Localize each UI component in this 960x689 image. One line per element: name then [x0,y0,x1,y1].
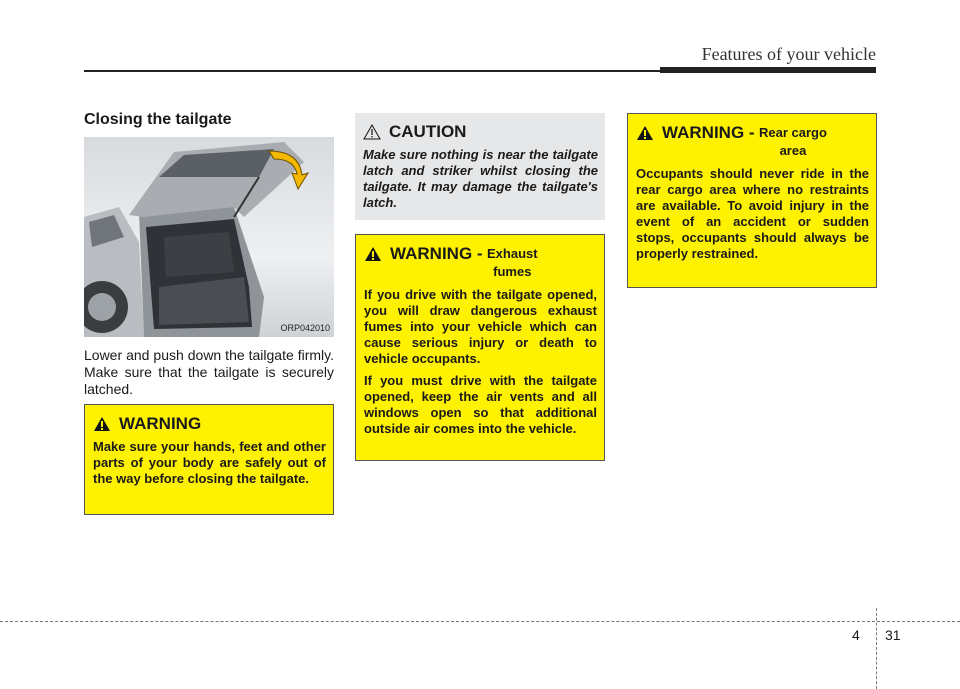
car-tailgate-illustration [84,137,334,337]
warning-exhaust-text-1: If you drive with the tailgate opened, you will draw dangerous exhaust fumes into your vehicle which can cause serious injury or death to vehicle occupants. [364,287,597,366]
warning-cargo-text: Occupants should never ride in the rear cargo area where no restraints are available. To avoid injury in the event of an accident or sudden stops, occupants should always be properly restrained. [636,166,869,261]
warning-cargo-title-text: WARNING - [662,123,755,142]
warning-box-exhaust [355,234,605,461]
warning-box-cargo [627,113,877,288]
tailgate-photo [84,137,334,337]
caution-title-text: CAUTION [389,122,467,141]
warning-title [93,415,326,433]
warning-cargo-subtitle-2: area [779,143,807,158]
footer-rule [0,621,875,622]
caution-title [363,123,598,141]
warning-text: Make sure your hands, feet and other parts of your body are safely out of the way before closing the tailgate. [93,439,326,486]
warning-title-text: WARNING [119,414,202,433]
warning-cargo-title [636,124,869,160]
warning-triangle-icon [93,416,111,432]
warning-exhaust-title [364,245,597,281]
caution-text: Make sure nothing is near the tailgate latch and striker whilst closing the tailgate. It may damage the tailgate's latch. [363,147,598,210]
warning-cargo-subtitle-1: Rear cargo [759,125,827,140]
caution-triangle-icon [363,124,381,140]
chapter-title: Features of your vehicle [701,44,876,64]
closing-instructions: Lower and push down the tailgate firmly. Make sure that the tailgate is securely latched. [84,347,334,397]
warning-triangle-icon [636,125,654,141]
warning-exhaust-title-text: WARNING - [390,244,483,263]
footer-rule-right [877,621,960,622]
warning-exhaust-text-2: If you must drive with the tailgate opened, keep the air vents and all windows open so that additional outside air comes into the vehicle. [364,373,597,436]
warning-triangle-icon [364,246,382,262]
footer-divider [876,608,877,689]
header-rule-accent [660,67,876,73]
warning-box-hands [84,404,334,515]
page-chapter-number: 4 [852,627,860,643]
photo-code: ORP042010 [280,323,330,333]
caution-box [355,113,605,220]
section-heading: Closing the tailgate [84,111,232,128]
page-number: 31 [885,627,901,643]
warning-exhaust-subtitle-2: fumes [493,264,532,279]
warning-exhaust-subtitle-1: Exhaust [487,246,538,261]
